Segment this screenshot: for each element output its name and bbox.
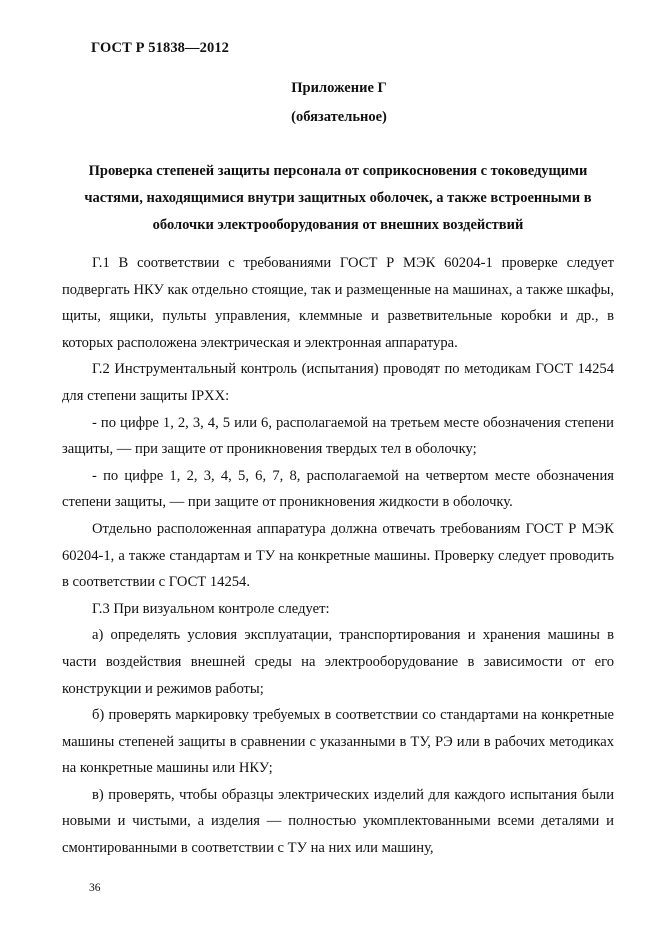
- section-heading: Проверка степеней защиты персонала от соприкосновения с токоведущими частями, находящимися внутри защитных оболочек, а также встроенными в оболочки электрооборудования от внешних воздействий: [84, 163, 592, 233]
- list-item-v: в) проверять, чтобы образцы электрических изделий для каждого испытания были новыми и чистыми, а изделия — полностью укомплектованными всеми деталями и смонтированными в соответствии с ТУ на них или машину,: [62, 786, 614, 857]
- list-item-b: б) проверять маркировку требуемых в соответствии со стандартами на конкретные машины степеней защиты в сравнении с указанными в ТУ, РЭ или в рабочих методиках на конкретные машины или НКУ;: [62, 707, 614, 777]
- paragraph-g2: Г.2 Инструментальный контроль (испытания) проводят по методикам ГОСТ 14254 для степени защиты IPXX:: [62, 361, 614, 404]
- page-number: 36: [89, 882, 101, 894]
- list-item-a: а) определять условия эксплуатации, транспортирования и хранения машины в части воздействия внешней среды на электрооборудование в зависимости от его конструкции и режимов работы;: [62, 627, 614, 697]
- list-item-liquid-protection: - по цифре 1, 2, 3, 4, 5, 6, 7, 8, располагаемой на четвертом месте обозначения степени защиты, — при защите от проникновения жидкости в оболочку.: [62, 467, 614, 511]
- paragraph-g1: Г.1 В соответствии с требованиями ГОСТ Р МЭК 60204-1 проверке следует подвергать НКУ как отдельно стоящие, так и размещенные на машинах, а также шкафы, щиты, ящики, пульты управления, клеммные и разветвительные коробки и др., в которых расположена электрическая и электронная аппаратура.: [62, 255, 614, 351]
- paragraph-g3: Г.3 При визуальном контроле следует:: [92, 600, 330, 617]
- annex-title: Приложение Г: [291, 80, 387, 96]
- body-text: [62, 250, 614, 862]
- annex-status: (обязательное): [291, 109, 387, 125]
- document-code: ГОСТ Р 51838—2012: [91, 40, 230, 56]
- list-item-solid-protection: - по цифре 1, 2, 3, 4, 5 или 6, располагаемой на третьем месте обозначения степени защиты, — при защите от проникновения твердых тел в оболочку;: [62, 414, 614, 458]
- paragraph-separate-equipment: Отдельно расположенная аппаратура должна отвечать требованиям ГОСТ Р МЭК 60204-1, а также стандартам и ТУ на конкретные машины. Проверку следует проводить в соответствии с ГОСТ 14254.: [62, 520, 614, 591]
